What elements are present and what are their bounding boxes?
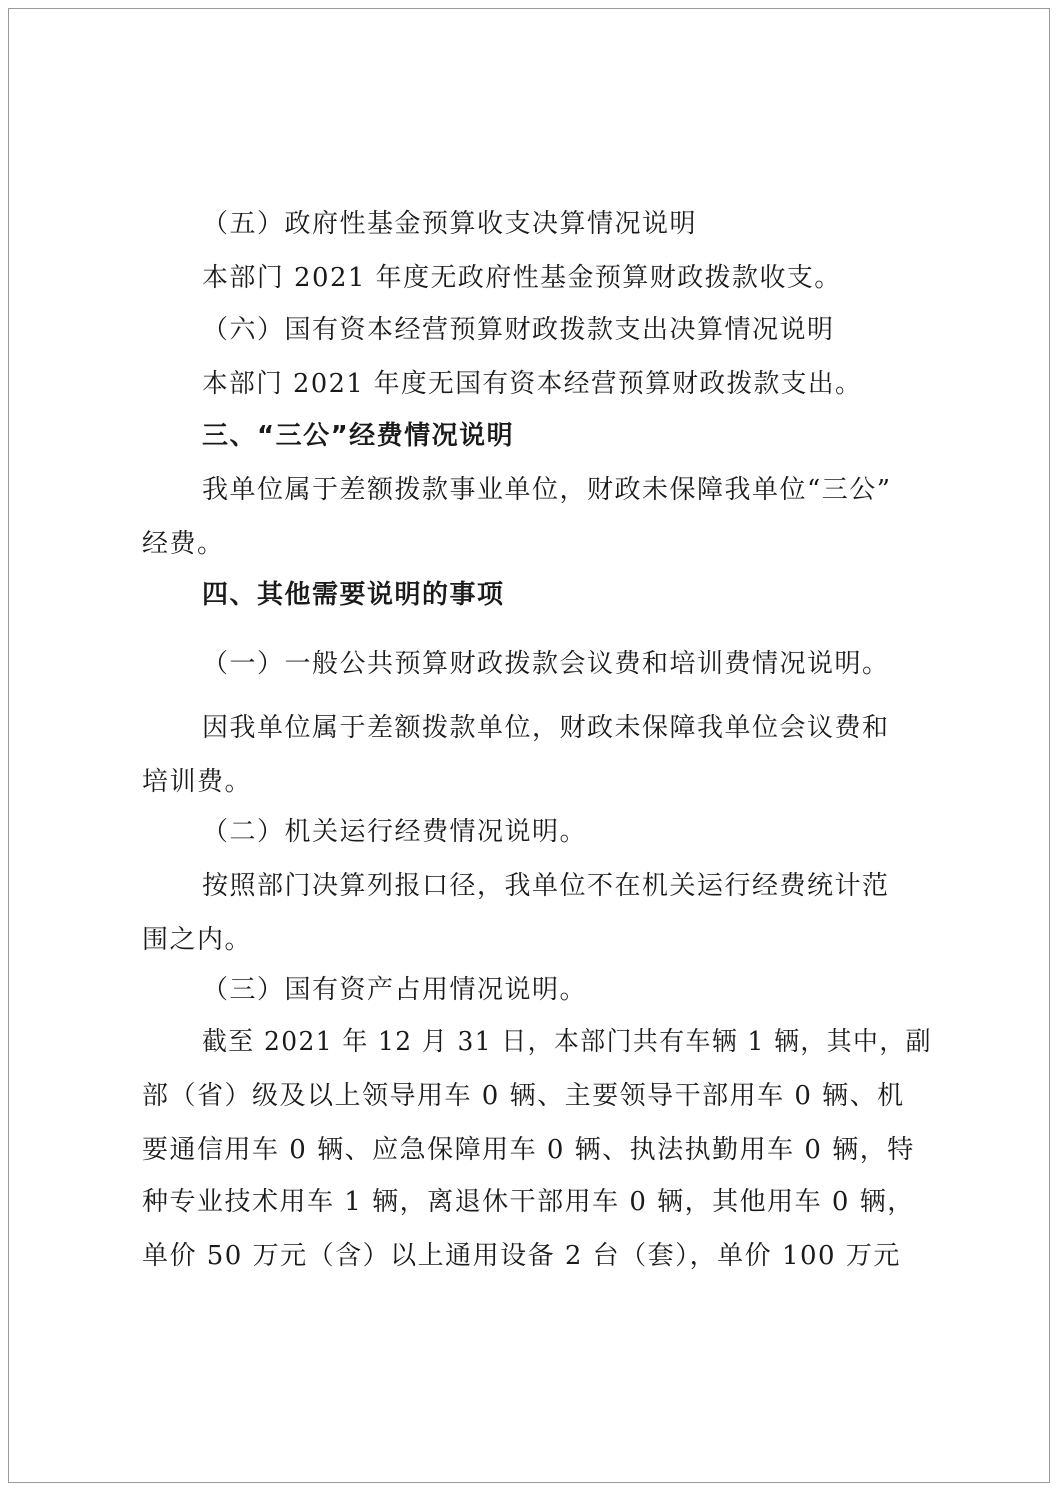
heading-state-capital-budget: （六）国有资本经营预算财政拨款支出决算情况说明	[202, 315, 835, 345]
paragraph-state-assets-line-5: 单价 50 万元（含）以上通用设备 2 台（套），单价 100 万元	[142, 1241, 901, 1271]
paragraph-meeting-training-fees-line-1: 因我单位属于差额拨款单位，财政未保障我单位会议费和	[202, 713, 890, 743]
paragraph-state-assets-line-4: 种专业技术用车 1 辆，离退休干部用车 0 辆，其他用车 0 辆，	[142, 1187, 915, 1217]
paragraph-three-public-expenses-line-2: 经费。	[142, 529, 225, 559]
paragraph-state-assets-line-2: 部（省）级及以上领导用车 0 辆、主要领导干部用车 0 辆、机	[142, 1081, 905, 1111]
paragraph-agency-operating-costs-line-1: 按照部门决算列报口径，我单位不在机关运行经费统计范	[202, 871, 890, 901]
paragraph-government-fund-budget: 本部门 2021 年度无政府性基金预算财政拨款收支。	[202, 263, 842, 293]
paragraph-three-public-expenses-line-1: 我单位属于差额拨款事业单位，财政未保障我单位“三公”	[202, 475, 892, 505]
paragraph-state-assets-line-3: 要通信用车 0 辆、应急保障用车 0 辆、执法执勤用车 0 辆，特	[142, 1135, 915, 1165]
heading-agency-operating-costs: （二）机关运行经费情况说明。	[202, 817, 588, 847]
heading-government-fund-budget: （五）政府性基金预算收支决算情况说明	[202, 209, 698, 239]
heading-other-matters: 四、其他需要说明的事项	[202, 580, 505, 610]
heading-meeting-training-fees: （一）一般公共预算财政拨款会议费和培训费情况说明。	[202, 649, 890, 679]
paragraph-agency-operating-costs-line-2: 围之内。	[142, 925, 253, 955]
paragraph-state-capital-budget: 本部门 2021 年度无国有资本经营预算财政拨款支出。	[202, 369, 863, 399]
heading-three-public-expenses: 三、“三公”经费情况说明	[202, 421, 515, 451]
paragraph-meeting-training-fees-line-2: 培训费。	[142, 767, 253, 797]
heading-state-assets: （三）国有资产占用情况说明。	[202, 975, 588, 1005]
paragraph-state-assets-line-1: 截至 2021 年 12 月 31 日，本部门共有车辆 1 辆，其中，副	[202, 1027, 932, 1057]
